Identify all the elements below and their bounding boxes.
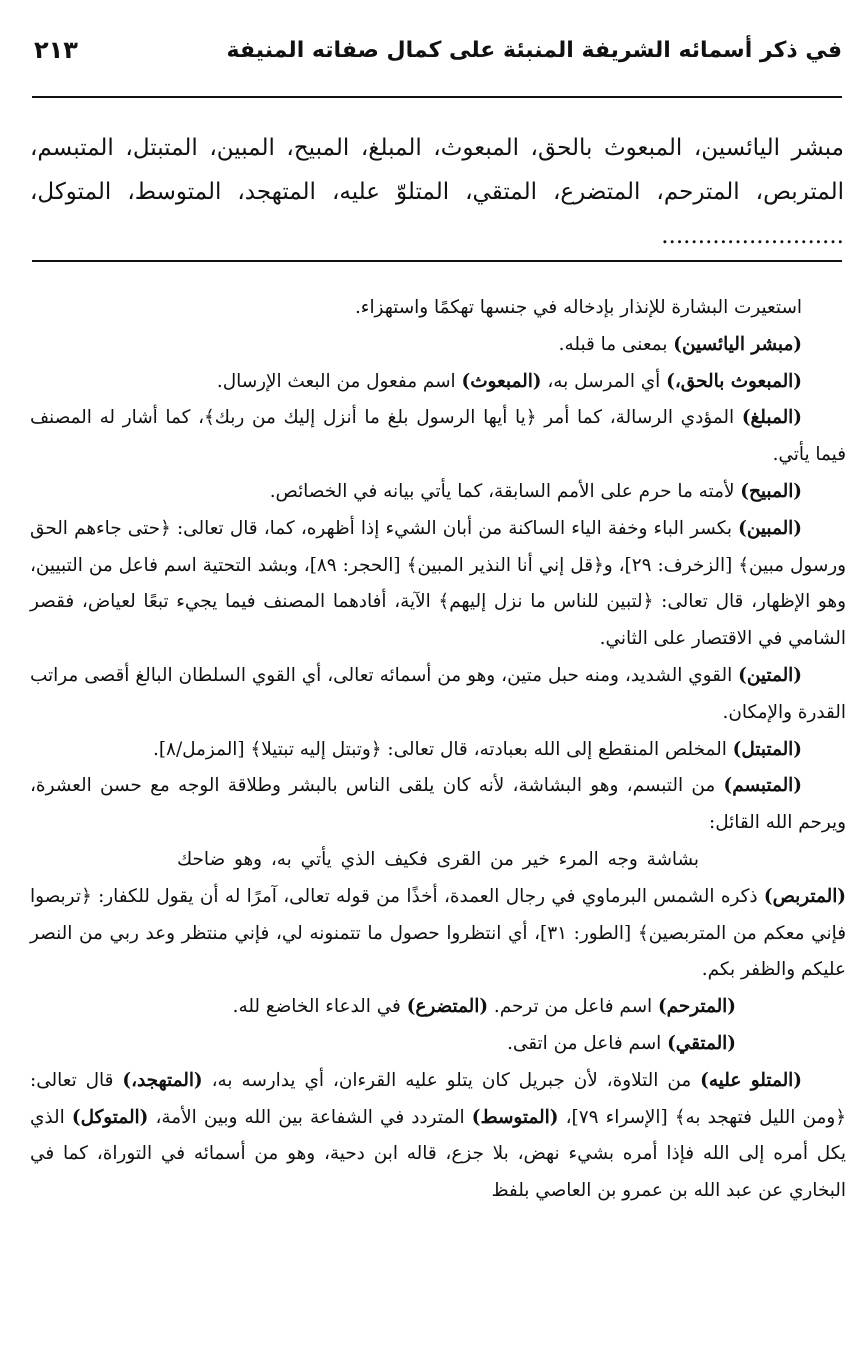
entry-heading: (المتضرع) xyxy=(406,996,489,1018)
entry-heading: (المتبسم) xyxy=(723,775,802,797)
matn-line: المتوكل، xyxy=(30,179,112,205)
commentary-run: بشاشة وجه المرء خير من القرى فكيف الذي يأتي به، وهو ضاحك xyxy=(177,848,699,870)
commentary-paragraph xyxy=(30,511,846,658)
commentary-paragraph xyxy=(30,400,846,474)
commentary-paragraph xyxy=(30,989,846,1026)
commentary-run: القوي الشديد، ومنه حبل متين، وهو من أسمائه تعالى، أي القوي السلطان البالغ أقصى مراتب القدرة والإمكان. xyxy=(30,664,846,723)
entry-heading: (المتبتل) xyxy=(732,738,802,760)
entry-heading: (المتهجد،) xyxy=(122,1069,203,1091)
matn-ellipsis: ......................... xyxy=(661,223,844,249)
entry-heading: (مبشر اليائسين) xyxy=(673,333,802,355)
commentary-run: استعيرت البشارة للإنذار بإدخاله في جنسها تهكمًا واستهزاء. xyxy=(354,297,802,318)
commentary-run: اسم فاعل من ترحم. xyxy=(488,996,658,1018)
entry-heading: (المتوسط) xyxy=(471,1106,559,1128)
commentary-run: من التلاوة، لأن جبريل كان يتلو عليه القرءان، أي يدارسه به، xyxy=(202,1069,701,1091)
commentary-run: في الدعاء الخاضع لله. xyxy=(232,996,407,1018)
entry-heading: (المبعوث) xyxy=(461,370,542,392)
header-rule xyxy=(32,96,842,98)
entry-heading: (المتين) xyxy=(738,664,802,686)
commentary-paragraph xyxy=(30,879,846,989)
commentary-paragraph xyxy=(30,290,846,327)
commentary-run: اسم مفعول من البعث الإرسال. xyxy=(216,370,462,392)
page-header xyxy=(34,28,842,84)
commentary-run: الذي يكل أمره إلى الله فإذا أمره بشيء نهض، بلا جزع، قاله ابن دحية، وهو من أسمائه في التوراة، كما في البخاري عن عبد الله بن عمرو بن العاصي بلفظ xyxy=(30,1106,846,1202)
entry-heading: (المبلغ) xyxy=(741,407,802,429)
commentary-paragraph xyxy=(30,842,846,879)
commentary-run: أي المرسل به، xyxy=(541,370,667,392)
entry-heading: (المبيح) xyxy=(740,480,802,502)
commentary-paragraph xyxy=(30,364,846,401)
commentary-paragraph xyxy=(30,658,846,732)
commentary-text xyxy=(30,290,846,1210)
commentary-run: قال تعالى: ﴿ومن الليل فتهجد به﴾ [الإسراء ٧٩]، xyxy=(30,1069,846,1128)
running-title: في ذكر أسمائه الشريفة المنبئة على كمال صفاته المنيفة xyxy=(226,38,842,63)
entry-heading: (المبين) xyxy=(738,517,802,539)
commentary-run: المؤدي الرسالة، كما أمر ﴿يا أيها الرسول بلغ ما أنزل إليك من ربك﴾، كما أشار له المصنف فيما يأتي. xyxy=(30,407,846,466)
commentary-run: بكسر الباء وخفة الياء الساكنة من أبان الشيء إذا أظهره، كما، قال تعالى: ﴿حتى جاءهم الحق ورسول مبين﴾ [الزخرف: ٢٩]، و﴿قل إني أنا النذير المبين﴾ [الحجر: ٨٩]، وبشد التحتية اسم فاعل من التبيين، وهو الإظهار، قال تعالى: ﴿لتبين للناس ما نزل إليهم﴾ الآية، أفادهما المصنف فيما يجيء تبعًا لعياض، فقصر الشامي في الاقتصار على الثاني. xyxy=(30,517,846,650)
commentary-paragraph xyxy=(30,1026,846,1063)
entry-heading: (المتلو عليه) xyxy=(700,1069,802,1091)
commentary-paragraph xyxy=(30,768,846,842)
commentary-paragraph xyxy=(30,732,846,769)
commentary-run: اسم فاعل من اتقى. xyxy=(507,1032,668,1054)
commentary-paragraph xyxy=(30,327,846,364)
entry-heading: (المتقي) xyxy=(667,1032,736,1054)
commentary-run: من التبسم، وهو البشاشة، لأنه كان يلقى الناس بالبشر وطلاقة الوجه مع حسن العشرة، ويرحم الله القائل: xyxy=(30,775,846,834)
matn-divider-rule xyxy=(32,260,842,262)
entry-heading: (المتوكل) xyxy=(71,1106,149,1128)
entry-heading: (المبعوث بالحق،) xyxy=(666,370,802,392)
entry-heading: (المتربص) xyxy=(763,885,846,907)
commentary-run: المتردد في الشفاعة بين الله وبين الأمة، xyxy=(148,1106,472,1128)
commentary-paragraph xyxy=(30,1063,846,1210)
page-number: ٢١٣ xyxy=(34,36,78,64)
commentary-run: لأمته ما حرم على الأمم السابقة، كما يأتي بيانه في الخصائص. xyxy=(269,480,741,502)
matn-line: المتبسم، المتربص، المترحم، المتضرع، المتقي، المتلوّ عليه، المتهجد، المتوسط، xyxy=(30,135,845,205)
commentary-paragraph xyxy=(30,474,846,511)
commentary-run: بمعنى ما قبله. xyxy=(558,333,674,355)
matn-text xyxy=(30,126,844,258)
matn-line: مبشر اليائسين، المبعوث بالحق، المبعوث، المبلغ، المبيح، المبين، المتبتل، xyxy=(125,135,845,161)
entry-heading: (المترحم) xyxy=(657,996,736,1018)
commentary-run: ذكره الشمس البرماوي في رجال العمدة، أخذًا من قوله تعالى، آمرًا له أن يقول للكفار: ﴿تربصوا فإني معكم من المتربصين﴾ [الطور: ٣١]، أي انتظروا حصول ما تتمنونه لي، فإني منتظر وعد ربي من النصر عليكم والظفر بكم. xyxy=(30,885,846,981)
commentary-run: المخلص المنقطع إلى الله بعبادته، قال تعالى: ﴿وتبتل إليه تبتيلا﴾ [المزمل/٨]. xyxy=(153,738,733,760)
